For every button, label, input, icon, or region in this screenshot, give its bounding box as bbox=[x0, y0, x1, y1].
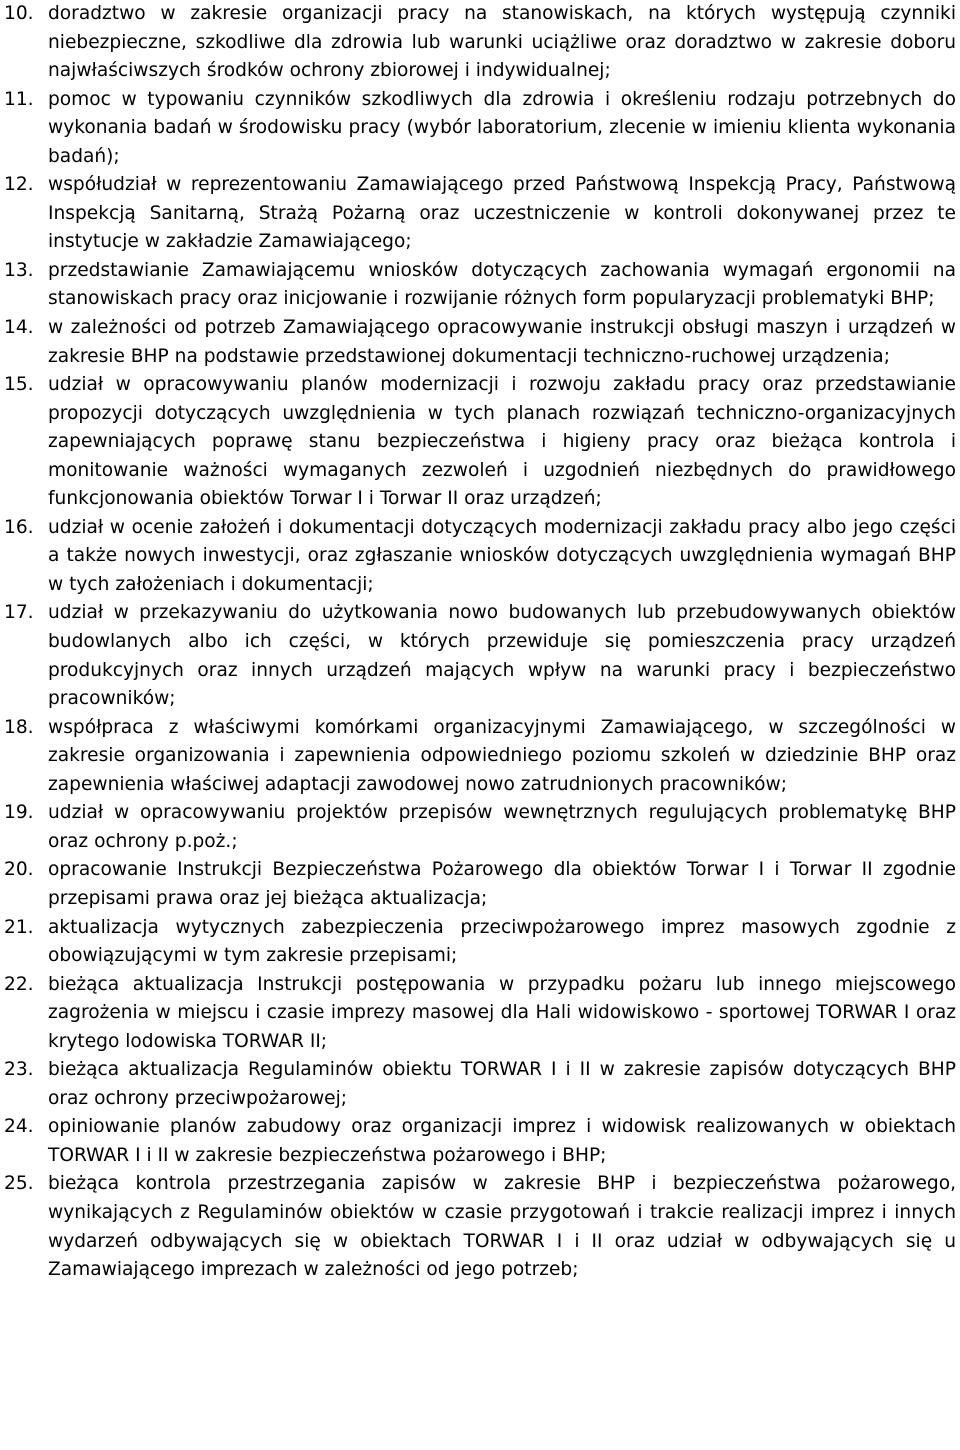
item-number: 18. bbox=[4, 716, 34, 738]
item-number: 25. bbox=[4, 1173, 34, 1195]
item-number: 11. bbox=[4, 88, 34, 110]
item-number: 16. bbox=[4, 516, 34, 538]
list-item bbox=[4, 1170, 956, 1284]
list-item bbox=[4, 371, 956, 514]
list-item bbox=[4, 314, 956, 371]
item-text: opiniowanie planów zabudowy oraz organizacji imprez i widowisk realizowanych w obiektach TORWAR I i II w zakresie bezpieczeństwa pożarowego i BHP; bbox=[48, 1116, 956, 1166]
item-text: współudział w reprezentowaniu Zamawiającego przed Państwową Inspekcją Pracy, Państwową Inspekcją Sanitarną, Strażą Pożarną oraz uczestniczenie w kontroli dokonywanej przez te instytucje w zakładzie Zamawiającego; bbox=[48, 174, 956, 253]
item-text: współpraca z właściwymi komórkami organizacyjnymi Zamawiającego, w szczególności w zakresie organizowania i zapewnienia odpowiedniego poziomu szkoleń w dziedzinie BHP oraz zapewnienia właściwej adaptacji zawodowej nowo zatrudnionych pracowników; bbox=[48, 716, 956, 795]
list-item bbox=[4, 799, 956, 856]
list-item bbox=[4, 856, 956, 913]
item-text: opracowanie Instrukcji Bezpieczeństwa Pożarowego dla obiektów Torwar I i Torwar II zgodnie przepisami prawa oraz jej bieżąca aktualizacja; bbox=[48, 859, 956, 909]
item-text: doradztwo w zakresie organizacji pracy na stanowiskach, na których występują czynniki niebezpieczne, szkodliwe dla zdrowia lub warunki uciążliwe oraz doradztwo w zakresie doboru najwłaściwszych środków ochrony zbiorowej i indywidualnej; bbox=[48, 3, 956, 82]
item-text: udział w przekazywaniu do użytkowania nowo budowanych lub przebudowywanych obiektów budowlanych albo ich części, w których przewiduje się pomieszczenia pracy urządzeń produkcyjnych oraz innych urządzeń mających wpływ na warunki pracy i bezpieczeństwo pracowników; bbox=[48, 602, 956, 710]
item-text: w zależności od potrzeb Zamawiającego opracowywanie instrukcji obsługi maszyn i urządzeń w zakresie BHP na podstawie przedstawionej dokumentacji techniczno-ruchowej urządzenia; bbox=[48, 317, 956, 367]
item-text: bieżąca aktualizacja Instrukcji postępowania w przypadku pożaru lub innego miejscowego zagrożenia w miejscu i czasie imprezy masowej dla Hali widowiskowo - sportowej TORWAR I oraz krytego lodowiska TORWAR II; bbox=[48, 973, 956, 1052]
item-number: 14. bbox=[4, 317, 34, 339]
item-text: udział w opracowywaniu projektów przepisów wewnętrznych regulujących problematykę BHP oraz ochrony p.poż.; bbox=[48, 802, 956, 852]
list-item bbox=[4, 257, 956, 314]
list-item bbox=[4, 0, 956, 86]
item-number: 15. bbox=[4, 374, 34, 396]
item-number: 20. bbox=[4, 859, 34, 881]
list-item bbox=[4, 971, 956, 1057]
item-number: 23. bbox=[4, 1059, 34, 1081]
duties-list bbox=[4, 0, 956, 1285]
list-item bbox=[4, 514, 956, 600]
item-text: udział w opracowywaniu planów modernizacji i rozwoju zakładu pracy oraz przedstawianie propozycji dotyczących uwzględnienia w tych planach rozwiązań techniczno-organizacyjnych zapewniających poprawę stanu bezpieczeństwa i higieny pracy oraz bieżąca kontrola i monitowanie ważności wymaganych zezwoleń i uzgodnień niezbędnych do prawidłowego funkcjonowania obiektów Torwar I i Torwar II oraz urządzeń; bbox=[48, 374, 956, 510]
list-item bbox=[4, 171, 956, 257]
item-number: 12. bbox=[4, 174, 34, 196]
item-number: 24. bbox=[4, 1116, 34, 1138]
item-text: udział w ocenie założeń i dokumentacji dotyczących modernizacji zakładu pracy albo jego części a także nowych inwestycji, oraz zgłaszanie wniosków dotyczących uwzględnienia wymagań BHP w tych założeniach i dokumentacji; bbox=[48, 516, 956, 595]
list-item bbox=[4, 86, 956, 172]
list-item bbox=[4, 714, 956, 800]
item-number: 22. bbox=[4, 973, 34, 995]
list-item bbox=[4, 914, 956, 971]
item-number: 19. bbox=[4, 802, 34, 824]
list-item bbox=[4, 1113, 956, 1170]
item-text: bieżąca aktualizacja Regulaminów obiektu TORWAR I i II w zakresie zapisów dotyczących BHP oraz ochrony przeciwpożarowej; bbox=[48, 1059, 956, 1109]
list-item bbox=[4, 1056, 956, 1113]
item-number: 13. bbox=[4, 259, 34, 281]
item-text: bieżąca kontrola przestrzegania zapisów w zakresie BHP i bezpieczeństwa pożarowego, wynikających z Regulaminów obiektów w czasie przygotowań i trakcie realizacji imprez i innych wydarzeń odbywających się w obiektach TORWAR I i II oraz udział w odbywających się u Zamawiającego imprezach w zależności od jego potrzeb; bbox=[48, 1173, 956, 1281]
item-number: 17. bbox=[4, 602, 34, 624]
item-text: pomoc w typowaniu czynników szkodliwych dla zdrowia i określeniu rodzaju potrzebnych do wykonania badań w środowisku pracy (wybór laboratorium, zlecenie w imieniu klienta wykonania badań); bbox=[48, 88, 956, 167]
item-text: przedstawianie Zamawiającemu wniosków dotyczących zachowania wymagań ergonomii na stanowiskach pracy oraz inicjowanie i rozwijanie różnych form popularyzacji problematyki BHP; bbox=[48, 259, 956, 310]
item-number: 10. bbox=[4, 3, 34, 24]
item-text: aktualizacja wytycznych zabezpieczenia przeciwpożarowego imprez masowych zgodnie z obowiązującymi w tym zakresie przepisami; bbox=[48, 916, 956, 967]
item-number: 21. bbox=[4, 916, 34, 938]
list-item bbox=[4, 599, 956, 713]
